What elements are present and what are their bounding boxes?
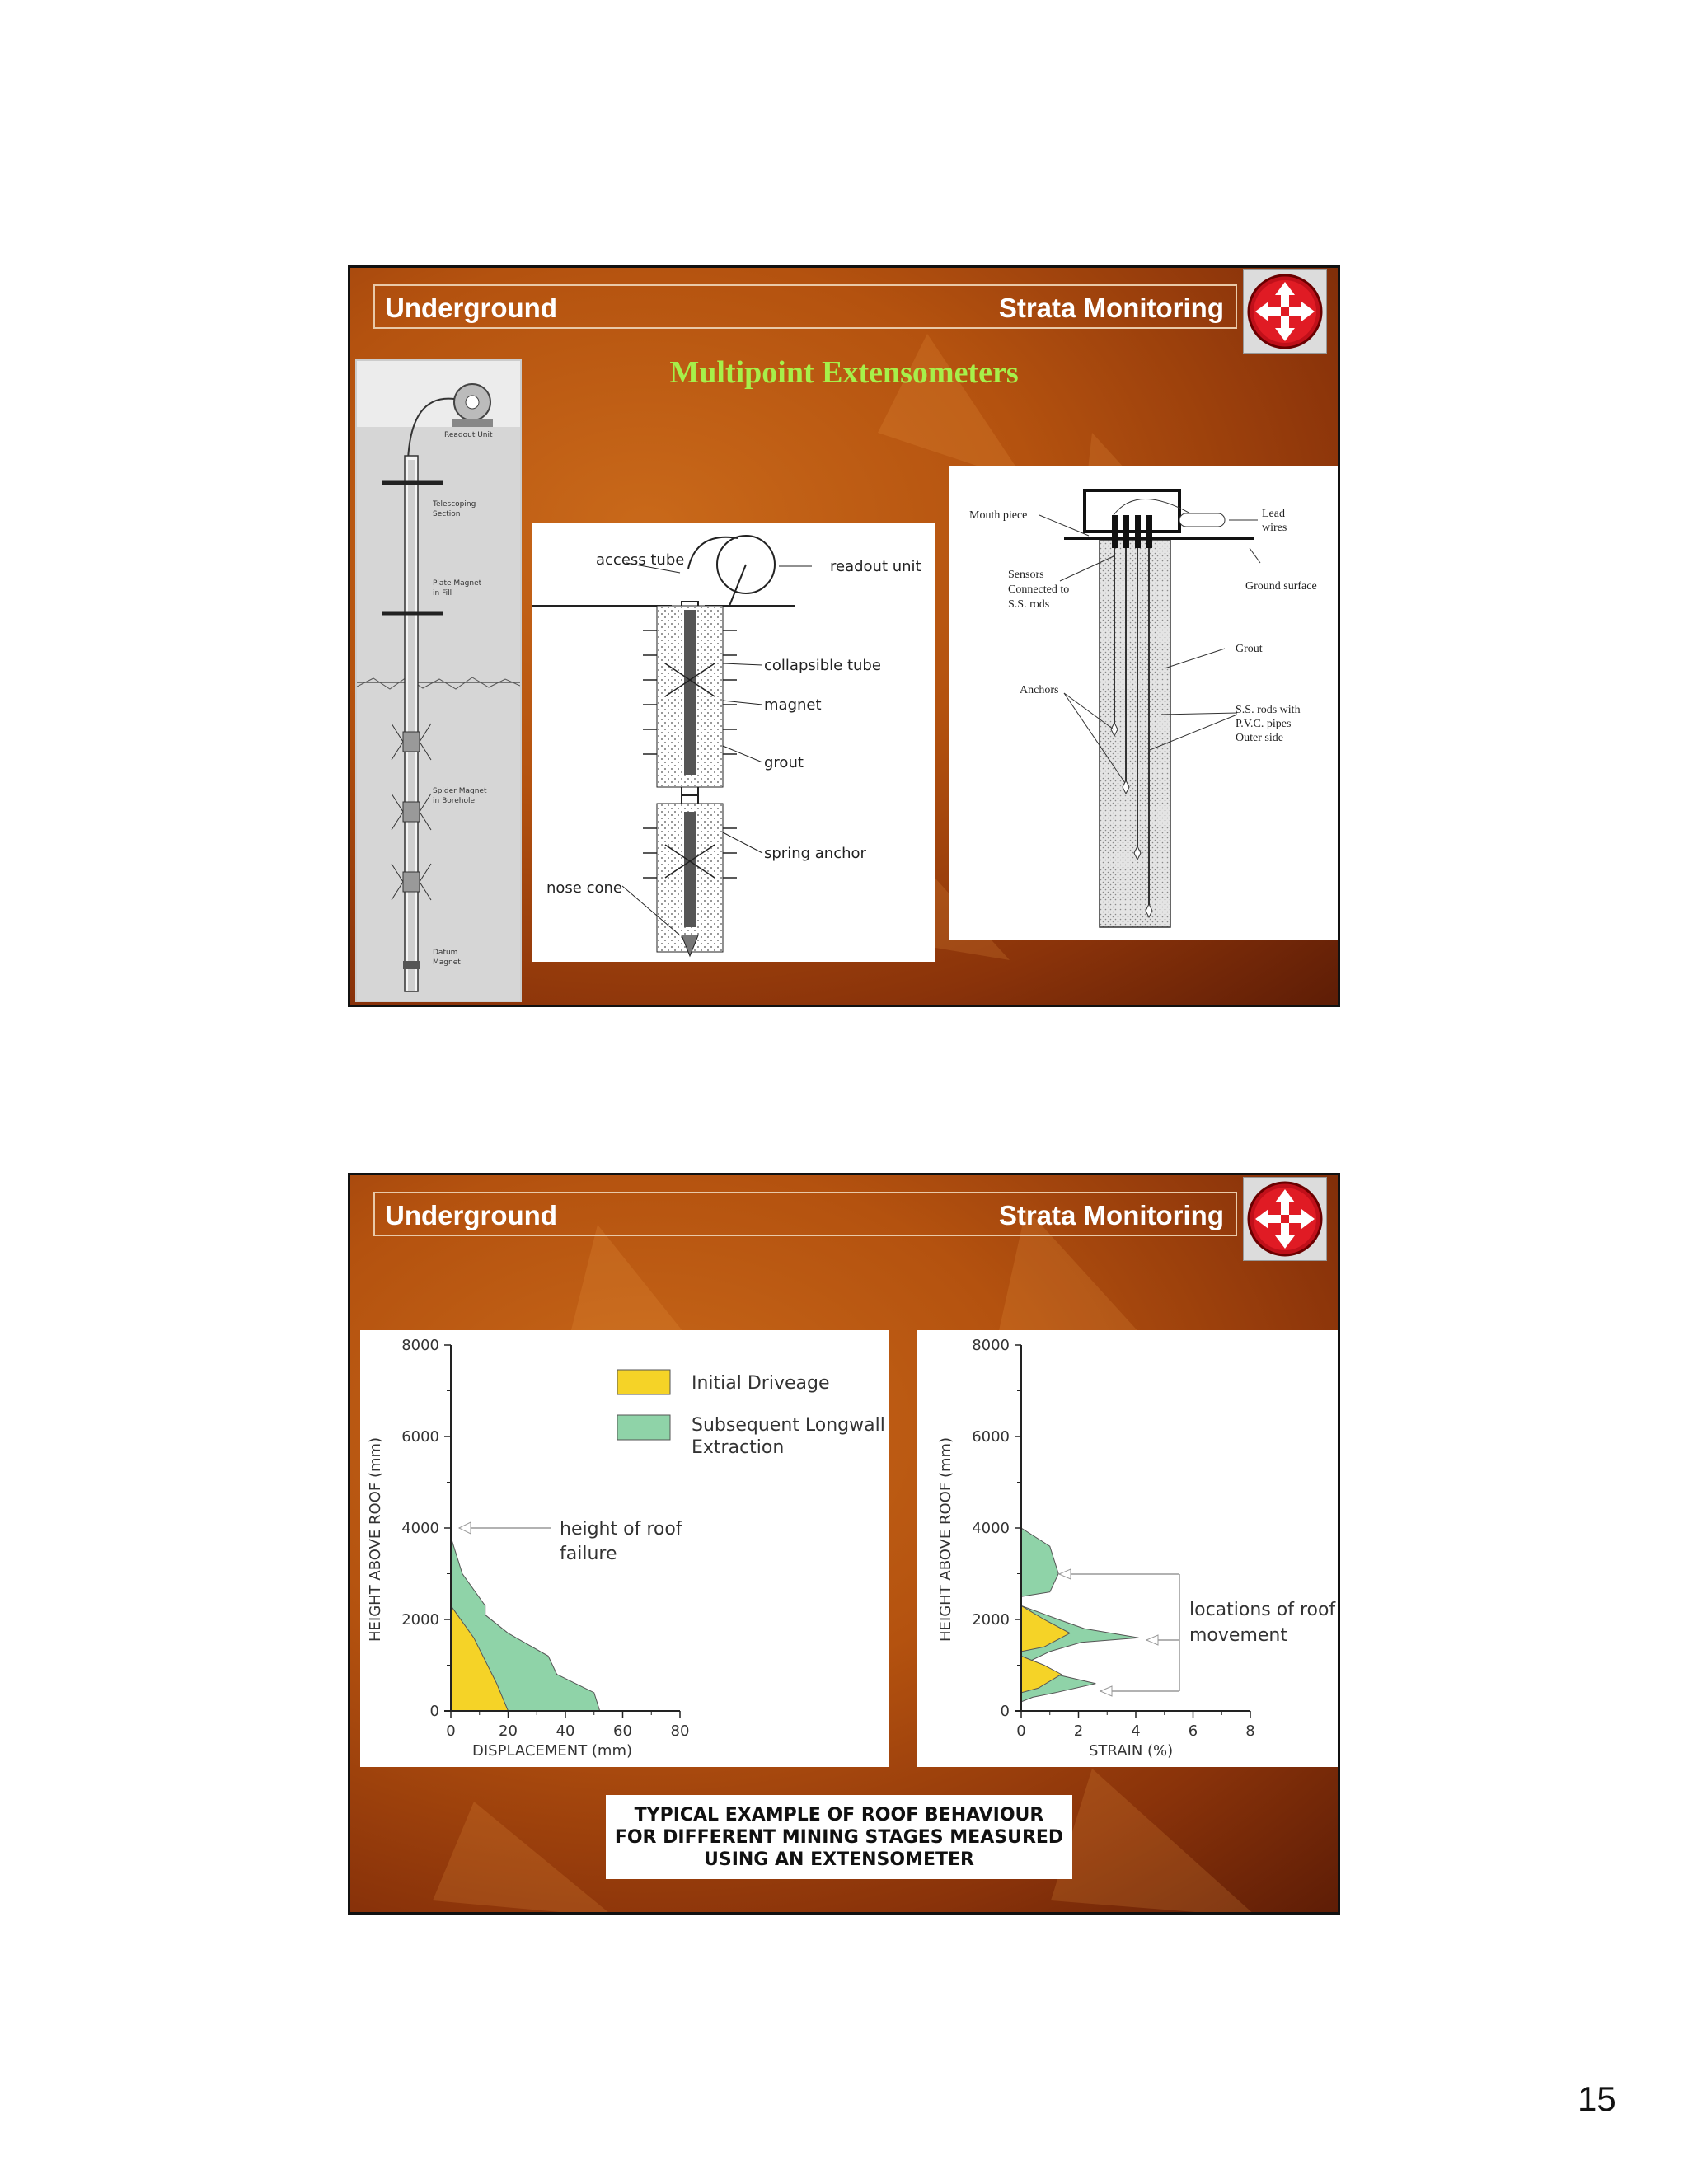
logo-2 <box>1243 1177 1327 1261</box>
legend-extraction: Extraction <box>692 1437 785 1458</box>
displacement-y-tick-label: 8000 <box>401 1337 439 1354</box>
header-right-2: Strata Monitoring <box>998 1200 1224 1230</box>
caption-line-3: USING AN EXTENSOMETER <box>703 1849 974 1870</box>
label-in-borehole: in Borehole <box>433 797 476 805</box>
header-left: Underground <box>385 293 557 323</box>
figure-magnet-extensometer <box>355 359 522 1002</box>
logo <box>1243 269 1327 354</box>
strain-x-tick-label: 0 <box>1016 1722 1026 1740</box>
caption-line-1: TYPICAL EXAMPLE OF ROOF BEHAVIOUR <box>634 1805 1044 1825</box>
displacement-x-tick-label: 60 <box>613 1722 632 1740</box>
displacement-y-tick-label: 4000 <box>401 1520 439 1537</box>
label-ground-surface: Ground surface <box>1245 580 1317 593</box>
strain-y-tick-label: 8000 <box>972 1337 1010 1354</box>
page-number: 15 <box>1578 2079 1616 2118</box>
slide-roof-behaviour <box>348 1173 1340 1915</box>
x-axis-label-displacement: DISPLACEMENT (mm) <box>472 1742 633 1760</box>
slide-title: Multipoint Extensometers <box>669 355 1019 390</box>
y-axis-label-height-2: HEIGHT ABOVE ROOF (mm) <box>937 1436 954 1642</box>
slide-extensometers <box>348 265 1340 1007</box>
label-wires: wires <box>1262 522 1287 534</box>
label-magnet: Magnet <box>433 958 461 967</box>
strain-x-tick-label: 2 <box>1073 1722 1084 1740</box>
label-outer-side: Outer side <box>1236 732 1283 744</box>
annotation-arrowhead <box>459 1522 471 1534</box>
displacement-y-tick-label: 0 <box>429 1703 439 1720</box>
strain-y-tick-label: 2000 <box>972 1611 1010 1629</box>
displacement-x-tick-label: 40 <box>556 1722 575 1740</box>
arrows-logo-icon <box>1244 270 1326 353</box>
displacement-y-tick-label: 6000 <box>401 1428 439 1446</box>
borehole-sketch-diagram <box>532 523 935 962</box>
annotation-failure: failure <box>560 1544 617 1564</box>
chart-displacement-panel <box>360 1330 889 1767</box>
displacement-x-tick-label: 0 <box>446 1722 456 1740</box>
label-spider-magnet: Spider Magnet <box>433 787 487 795</box>
label-in-fill: in Fill <box>433 589 452 598</box>
strain-x-tick-label: 6 <box>1188 1722 1198 1740</box>
annotation-arrowhead-1 <box>1059 1569 1071 1579</box>
label-datum: Datum <box>433 949 458 957</box>
arrows-logo-icon <box>1244 1178 1326 1260</box>
label-lead: Lead <box>1262 508 1285 520</box>
label-readout-unit-2: readout unit <box>830 558 921 575</box>
figure-borehole-sketch <box>532 523 935 962</box>
label-pvc-pipes: P.V.C. pipes <box>1236 718 1292 730</box>
label-mouth-piece: Mouth piece <box>969 509 1028 522</box>
label-ss-rods: S.S. rods <box>1008 598 1050 611</box>
legend-initial-driveage: Initial Driveage <box>692 1373 830 1394</box>
label-grout: grout <box>764 754 804 771</box>
strain-x-tick-label: 8 <box>1245 1722 1255 1740</box>
label-grout-2: Grout <box>1236 643 1263 655</box>
chart-strain <box>917 1330 1338 1767</box>
slide-header <box>373 284 1237 329</box>
legend-swatch-initial <box>617 1370 670 1394</box>
label-nose-cone: nose cone <box>546 879 622 897</box>
label-anchors: Anchors <box>1020 684 1059 696</box>
displacement-x-tick-label: 80 <box>670 1722 690 1740</box>
magnet-extensometer-diagram <box>357 361 520 1001</box>
figure-caption <box>606 1795 1072 1879</box>
label-telescoping: Telescoping <box>433 500 476 509</box>
label-access-tube: access tube <box>596 551 685 569</box>
displacement-y-tick-label: 2000 <box>401 1611 439 1629</box>
strain-y-tick-label: 4000 <box>972 1520 1010 1537</box>
label-collapsible-tube: collapsible tube <box>764 657 881 674</box>
figure-rod-extensometer <box>949 466 1340 940</box>
header-right: Strata Monitoring <box>998 293 1224 323</box>
strain-x-tick-label: 4 <box>1131 1722 1141 1740</box>
label-plate-magnet: Plate Magnet <box>433 579 482 588</box>
label-ss-rods-with: S.S. rods with <box>1236 704 1301 716</box>
label-sensors: Sensors <box>1008 569 1044 581</box>
caption-line-2: FOR DIFFERENT MINING STAGES MEASURED <box>614 1827 1064 1848</box>
label-readout-unit: Readout Unit <box>444 431 493 439</box>
annotation-movement: movement <box>1189 1625 1287 1646</box>
label-spring-anchor: spring anchor <box>764 845 866 862</box>
rod-extensometer-diagram <box>949 466 1340 940</box>
chart-displacement <box>360 1330 889 1767</box>
chart-strain-panel <box>917 1330 1338 1767</box>
label-section: Section <box>433 510 461 518</box>
displacement-x-tick-label: 20 <box>499 1722 518 1740</box>
annotation-arrowhead-2 <box>1146 1635 1158 1645</box>
x-axis-label-strain: STRAIN (%) <box>1089 1742 1174 1760</box>
strain-y-tick-label: 0 <box>1000 1703 1010 1720</box>
annotation-arrowhead-3 <box>1100 1686 1112 1696</box>
strain-y-tick-label: 6000 <box>972 1428 1010 1446</box>
legend-swatch-longwall <box>617 1415 670 1440</box>
slide-header-2 <box>373 1192 1237 1236</box>
annotation-locations-of-roof: locations of roof <box>1189 1600 1336 1620</box>
label-magnet-2: magnet <box>764 696 822 714</box>
header-left-2: Underground <box>385 1200 557 1230</box>
y-axis-label-height: HEIGHT ABOVE ROOF (mm) <box>367 1436 384 1642</box>
label-connected-to: Connected to <box>1008 583 1070 596</box>
legend-subsequent-longwall: Subsequent Longwall <box>692 1415 885 1436</box>
annotation-height-of-roof: height of roof <box>560 1519 682 1540</box>
